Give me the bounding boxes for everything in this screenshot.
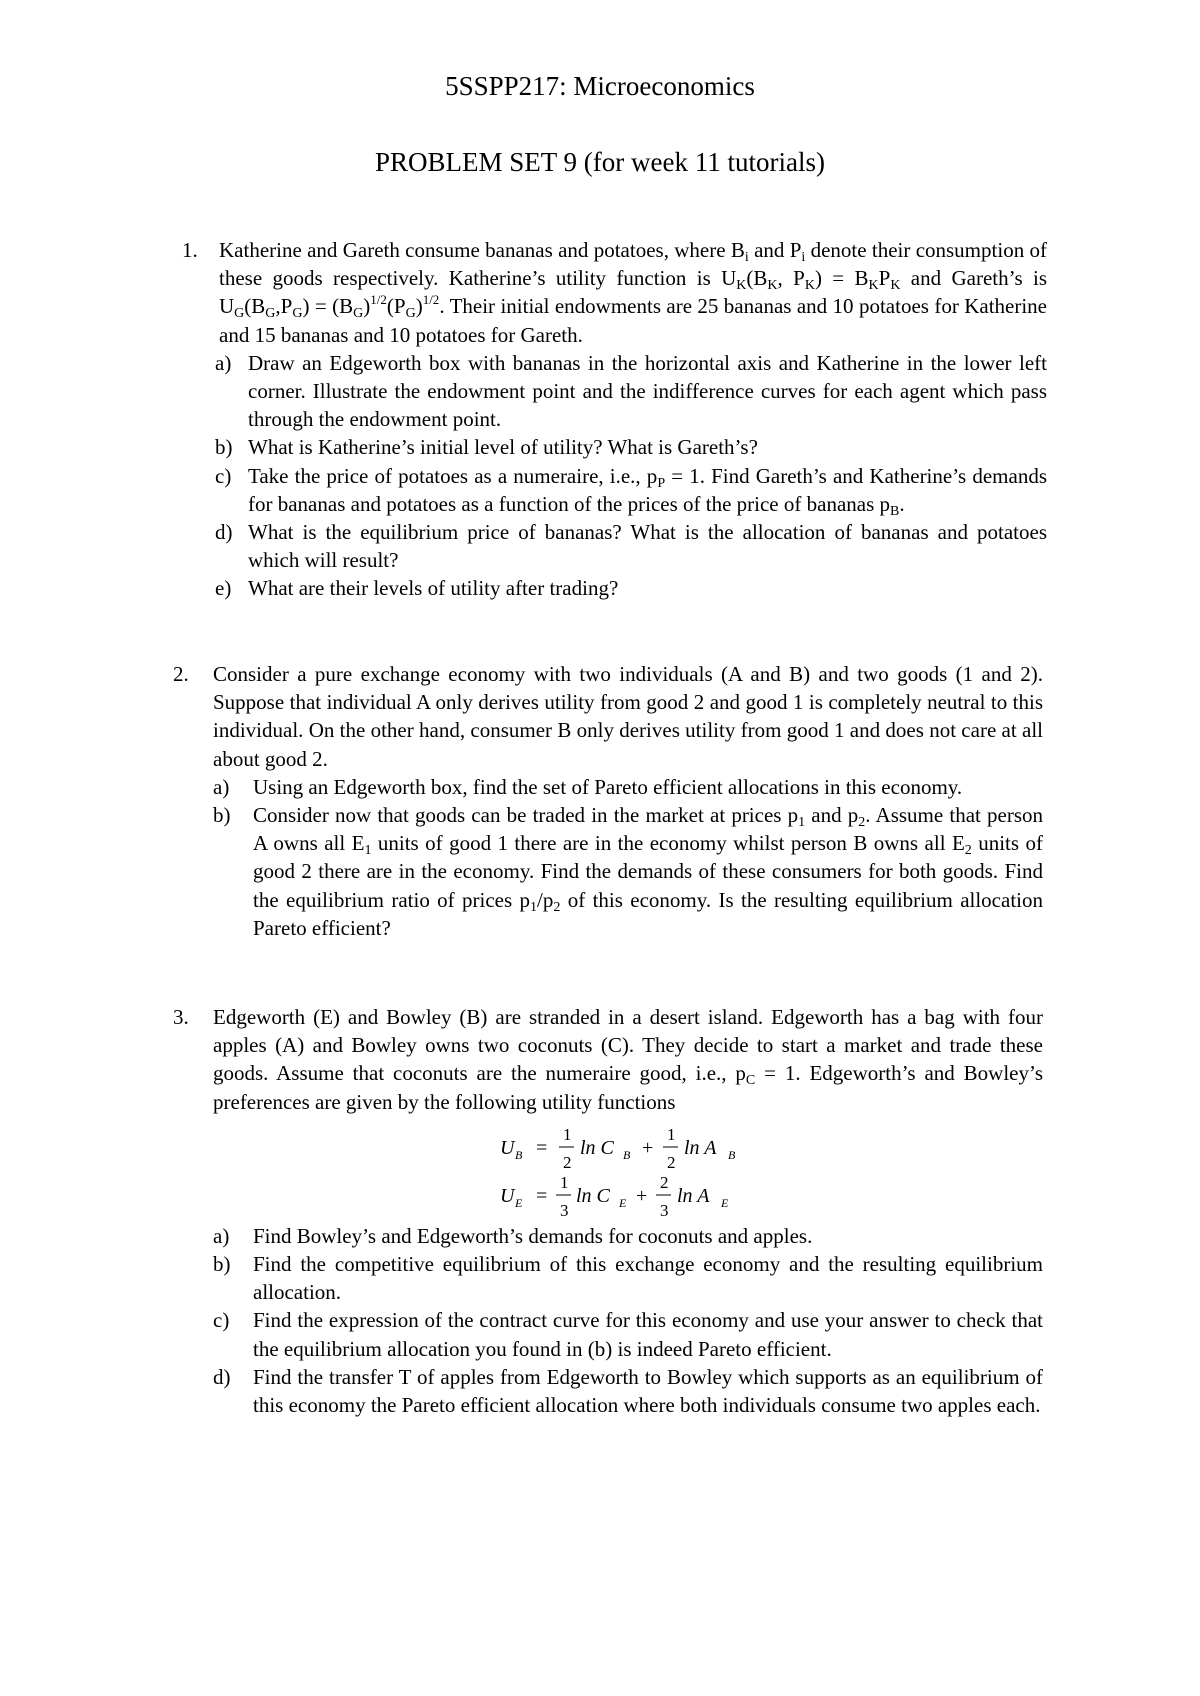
question-number: 3. (173, 1005, 189, 1029)
formula-term-sub: E (721, 1195, 729, 1210)
part-label: e) (215, 576, 232, 601)
question-part: a) Draw an Edgeworth box with bananas in the horizontal axis and Katherine in the lower left corner. Illustrate the endowment point and the indifference curves for each agent which pass through the endowment point. (215, 350, 1047, 432)
part-label: b) (213, 803, 231, 828)
question-number: 2. (173, 662, 189, 686)
formula-term-sub: B (623, 1147, 631, 1162)
formula-term: ln C (576, 1184, 610, 1207)
part-label: c) (215, 463, 232, 488)
formula-numerator: 2 (660, 1172, 669, 1192)
question-parts (173, 773, 1043, 942)
question-part: b) What is Katherine’s initial level of utility? What is Gareth’s? (215, 433, 1047, 461)
question-number: 1. (182, 238, 198, 262)
utility-formula-edgeworth (500, 1172, 760, 1220)
formula-numerator: 1 (560, 1172, 569, 1192)
formula-denominator: 2 (667, 1152, 676, 1172)
problem-set-title: PROBLEM SET 9 (for week 11 tutorials) (375, 147, 825, 177)
question-intro: Edgeworth (E) and Bowley (B) are stranded in a desert island. Edgeworth has a bag with four apples (A) and Bowley owns two coconuts (C). They decide to start a market and trade these goods. Assume that coconuts are the numeraire good, i.e., $p_C = 1$. Edgeworth’s and Bowley’s preferences are given by the following utility functions (213, 1005, 1043, 1114)
question-intro: Katherine and Gareth consume bananas and potatoes, where $B_i$ and $P_i$ denote their consumption of these goods respectively. Katherine’s utility function is $U_K(B_K$, $P_K) = B_KP_K$ and Gareth’s is $U_G(B_G,P_G) = (B_G)^{1/2}(P_G)^{1/2}$. Their initial endowments are 25 bananas and 10 potatoes for Katherine and 15 bananas and 10 potatoes for Gareth. (219, 238, 1048, 347)
question-1 (173, 236, 1047, 603)
part-label: c) (213, 1308, 230, 1333)
question-part: e) What are their levels of utility after trading? (215, 574, 1047, 602)
formula-lhs: U (500, 1184, 515, 1207)
question-part: b) Find the competitive equilibrium of this exchange economy and the resulting equilibrium allocation. (213, 1252, 1043, 1305)
part-label: a) (215, 350, 232, 375)
formula-lhs-sub: B (515, 1147, 523, 1162)
part-label: d) (213, 1364, 231, 1389)
part-label: a) (213, 774, 230, 799)
svg-text:+: + (636, 1184, 648, 1207)
formula-denominator: 3 (560, 1200, 569, 1220)
formula-term: ln C (580, 1136, 614, 1159)
svg-text:+: + (642, 1136, 654, 1159)
part-label: b) (215, 435, 233, 460)
question-part: d) Find the transfer T of apples from Edgeworth to Bowley which supports as an equilibrium of this economy the Pareto efficient allocation where both individuals consume two apples each. (213, 1364, 1043, 1418)
formula-lhs-sub: E (515, 1195, 523, 1210)
question-2 (173, 660, 1043, 942)
question-part: b) Consider now that goods can be traded in the market at prices $p_1$ and $p_2$. Assume that person A owns all $E_1$ units of good 1 there are in the economy whilst person B owns all $E_2$ units of good 2 there are in the economy. Find the demands of these consumers for both goods. Find the equilibrium ratio of prices $p_1/p_2$ of this economy. Is the resulting equilibrium allocation Pareto efficient? (213, 803, 1043, 940)
question-3 (173, 1003, 1043, 1419)
course-title: 5SSPP217: Microeconomics (445, 71, 755, 101)
question-part: c) Take the price of potatoes as a numeraire, i.e., $p_P = 1$. Find Gareth’s and Katherine’s demands for bananas and potatoes as a function of the prices of the price of bananas $p_B$. (215, 463, 1047, 519)
utility-formulas (173, 1116, 1043, 1222)
formula-lhs: U (500, 1136, 515, 1159)
question-part: a) Find Bowley’s and Edgeworth’s demands for coconuts and apples. (213, 1222, 1043, 1250)
formula-term: ln A (684, 1136, 717, 1159)
question-part: c) Find the expression of the contract curve for this economy and use your answer to check that the equilibrium allocation you found in (b) is indeed Pareto efficient. (213, 1308, 1043, 1361)
formula-term-sub: B (728, 1147, 736, 1162)
formula-numerator: 1 (563, 1124, 572, 1144)
question-parts (173, 349, 1047, 603)
svg-text:=: = (536, 1136, 548, 1159)
part-label: a) (213, 1223, 230, 1248)
formula-denominator: 3 (660, 1200, 669, 1220)
question-intro: Consider a pure exchange economy with two individuals (A and B) and two goods (1 and 2). Suppose that individual A only derives utility from good 2 and good 1 is completely neutral to this individual. On the other hand, consumer B only derives utility from good 1 and does not care at all about good 2. (213, 662, 1043, 771)
svg-text:=: = (536, 1184, 548, 1207)
question-part: d) What is the equilibrium price of bananas? What is the allocation of bananas and potatoes which will result? (215, 520, 1047, 573)
part-label: d) (215, 520, 233, 545)
utility-formula-bowley (500, 1124, 760, 1172)
question-part: a) Using an Edgeworth box, find the set of Pareto efficient allocations in this economy. (213, 773, 1043, 801)
formula-term-sub: E (619, 1195, 627, 1210)
formula-numerator: 1 (667, 1124, 676, 1144)
formula-term: ln A (677, 1184, 710, 1207)
formula-denominator: 2 (563, 1152, 572, 1172)
part-label: b) (213, 1252, 231, 1277)
question-parts (173, 1222, 1043, 1419)
